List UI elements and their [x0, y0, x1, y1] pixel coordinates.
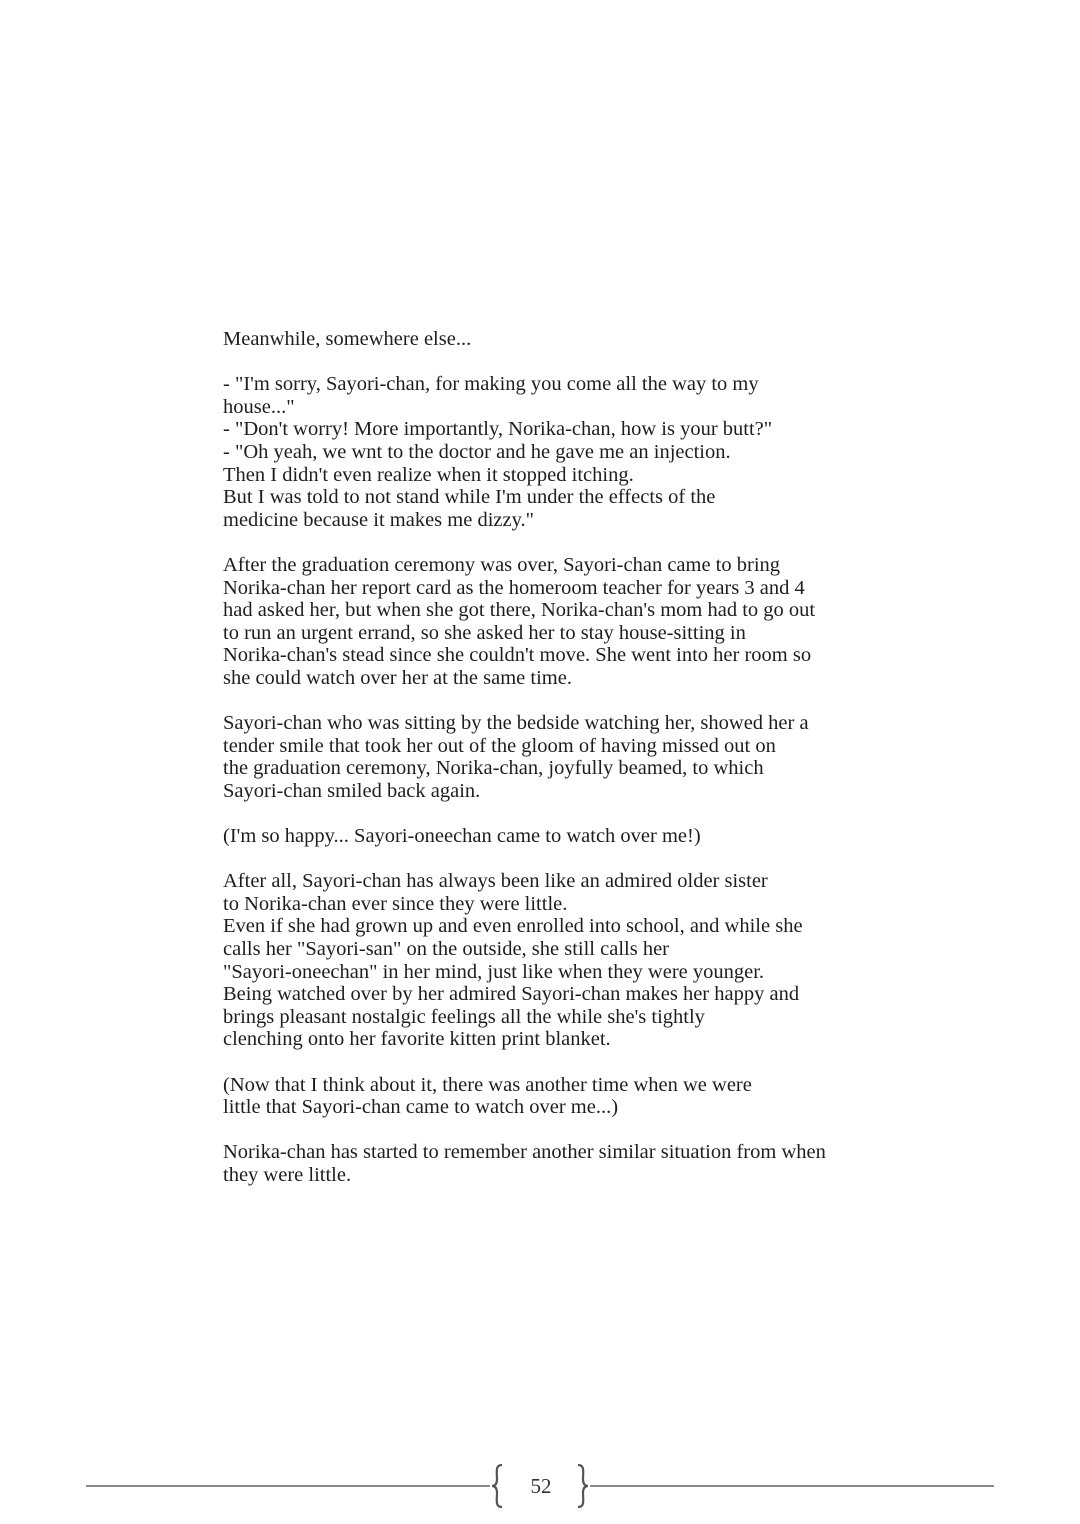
text-line: tender smile that took her out of the gloom of having missed out on	[223, 734, 776, 757]
paragraph-gap	[223, 351, 923, 374]
text-line: Being watched over by her admired Sayori-chan makes her happy and	[223, 983, 800, 1006]
paragraph	[223, 712, 923, 802]
text-line: (I'm so happy... Sayori-oneechan came to watch over me!)	[223, 825, 701, 848]
paragraph-gap	[223, 1119, 923, 1142]
text-line: to run an urgent errand, so she asked her to stay house-sitting in	[223, 621, 746, 644]
text-line: she could watch over her at the same time.	[223, 666, 572, 689]
text-line: Meanwhile, somewhere else...	[223, 328, 472, 350]
text-line: - "I'm sorry, Sayori-chan, for making you come all the way to my	[223, 373, 759, 396]
text-line: (Now that I think about it, there was another time when we were	[223, 1073, 752, 1096]
text-line: - "Don't worry! More importantly, Norika-chan, how is your butt?"	[223, 418, 773, 441]
text-line: calls her "Sayori-san" on the outside, she still calls her	[223, 938, 669, 961]
text-line: Sayori-chan smiled back again.	[223, 779, 481, 802]
text-line: Norika-chan has started to remember another similar situation from when	[223, 1141, 826, 1164]
footer-rule-right	[590, 1485, 994, 1487]
text-line: "Sayori-oneechan" in her mind, just like when they were younger.	[223, 960, 765, 983]
text-line: to Norika-chan ever since they were little.	[223, 892, 568, 915]
paragraph	[223, 373, 923, 531]
right-brace-icon	[576, 1464, 590, 1508]
paragraph	[223, 1074, 923, 1119]
text-line: the graduation ceremony, Norika-chan, joyfully beamed, to which	[223, 757, 764, 780]
text-line: Norika-chan her report card as the homeroom teacher for years 3 and 4	[223, 576, 805, 599]
text-line: brings pleasant nostalgic feelings all the while she's tightly	[223, 1005, 705, 1028]
paragraph	[223, 825, 923, 848]
paragraph	[223, 554, 923, 690]
text-line: After all, Sayori-chan has always been like an admired older sister	[223, 870, 768, 893]
text-line: Sayori-chan who was sitting by the bedside watching her, showed her a	[223, 712, 809, 735]
text-line: After the graduation ceremony was over, Sayori-chan came to bring	[223, 553, 781, 576]
paragraph-gap	[223, 531, 923, 554]
paragraph-gap	[223, 802, 923, 825]
text-line: they were little.	[223, 1163, 352, 1186]
left-brace-icon	[490, 1464, 504, 1508]
body-text	[223, 328, 923, 1187]
paragraph	[223, 328, 923, 351]
text-line: Even if she had grown up and even enrolled into school, and while she	[223, 915, 803, 938]
text-line: had asked her, but when she got there, Norika-chan's mom had to go out	[223, 599, 816, 622]
text-line: Then I didn't even realize when it stopped itching.	[223, 463, 634, 486]
text-line: clenching onto her favorite kitten print blanket.	[223, 1028, 611, 1051]
page-number: 52	[530, 1474, 552, 1498]
paragraph-gap	[223, 1051, 923, 1074]
paragraph	[223, 1141, 923, 1186]
text-line: Norika-chan's stead since she couldn't move. She went into her room so	[223, 644, 812, 667]
page-footer	[0, 1462, 1080, 1514]
footer-rule-left	[86, 1485, 490, 1487]
paragraph	[223, 870, 923, 1051]
paragraph-gap	[223, 848, 923, 871]
paragraph-gap	[223, 690, 923, 713]
text-line: medicine because it makes me dizzy."	[223, 508, 534, 531]
text-line: - "Oh yeah, we wnt to the doctor and he gave me an injection.	[223, 440, 731, 463]
text-line: little that Sayori-chan came to watch over me...)	[223, 1096, 619, 1119]
text-line: house..."	[223, 395, 295, 418]
text-line: But I was told to not stand while I'm under the effects of the	[223, 486, 716, 509]
